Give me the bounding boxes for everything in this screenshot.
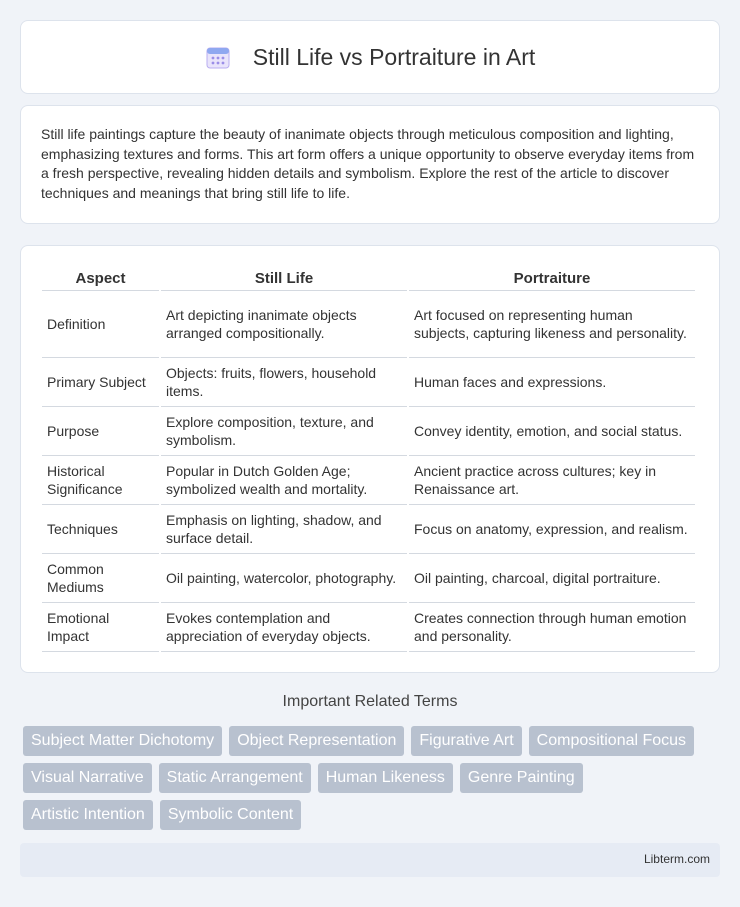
intro-text: Still life paintings capture the beauty of inanimate objects through meticulous composition and lighting, emphasizing textures and forms. This art form offers a unique opportunity to observe everyday items from a fresh perspective, revealing hidden details and symbolism. Explore the rest of the article to discover techniques and meanings that bring still life to life. — [41, 126, 695, 201]
table-cell: Oil painting, watercolor, photography. — [161, 554, 407, 603]
table-row — [42, 456, 695, 505]
table-cell: Common Mediums — [42, 554, 159, 603]
table-row — [42, 603, 695, 652]
tag-visual-narrative[interactable]: Visual Narrative — [23, 763, 152, 793]
page-title: Still Life vs Portraiture in Art — [252, 43, 536, 70]
tag-artistic-intention[interactable]: Artistic Intention — [23, 800, 153, 830]
tag-static-arrangement[interactable]: Static Arrangement — [159, 763, 311, 793]
table-cell: Popular in Dutch Golden Age; symbolized wealth and mortality. — [161, 456, 407, 505]
table-row — [42, 554, 695, 603]
table-row — [42, 291, 695, 358]
tag-symbolic-content[interactable]: Symbolic Content — [160, 800, 301, 830]
table-cell: Oil painting, charcoal, digital portraiture. — [409, 554, 695, 603]
related-terms-tags — [23, 726, 723, 837]
table-row — [42, 358, 695, 407]
intro-card — [20, 105, 720, 224]
table-cell: Art focused on representing human subjects, capturing likeness and personality. — [409, 291, 695, 358]
header-card — [20, 20, 720, 94]
footer — [20, 843, 720, 877]
table-cell: Ancient practice across cultures; key in Renaissance art. — [409, 456, 695, 505]
column-header-aspect: Aspect — [42, 266, 159, 291]
calendar-icon — [205, 44, 231, 70]
column-header-still-life: Still Life — [161, 266, 407, 291]
comparison-table-card — [20, 245, 720, 673]
table-cell: Purpose — [42, 407, 159, 456]
tag-genre-painting[interactable]: Genre Painting — [460, 763, 583, 793]
table-cell: Emphasis on lighting, shadow, and surface detail. — [161, 505, 407, 554]
tag-object-representation[interactable]: Object Representation — [229, 726, 404, 756]
table-cell: Primary Subject — [42, 358, 159, 407]
tag-compositional-focus[interactable]: Compositional Focus — [529, 726, 694, 756]
table-row — [42, 407, 695, 456]
table-cell: Definition — [42, 291, 159, 358]
column-header-portraiture: Portraiture — [409, 266, 695, 291]
table-cell: Historical Significance — [42, 456, 159, 505]
table-cell: Focus on anatomy, expression, and realism. — [409, 505, 695, 554]
tag-subject-matter-dichotomy[interactable]: Subject Matter Dichotomy — [23, 726, 222, 756]
table-cell: Convey identity, emotion, and social status. — [409, 407, 695, 456]
comparison-table — [40, 266, 697, 652]
table-cell: Explore composition, texture, and symbolism. — [161, 407, 407, 456]
table-row — [42, 505, 695, 554]
footer-site-link[interactable]: Libterm.com — [643, 852, 710, 866]
table-cell: Objects: fruits, flowers, household items. — [161, 358, 407, 407]
table-cell: Techniques — [42, 505, 159, 554]
table-cell: Emotional Impact — [42, 603, 159, 652]
table-cell: Evokes contemplation and appreciation of everyday objects. — [161, 603, 407, 652]
related-terms-title: Important Related Terms — [282, 693, 458, 710]
tag-figurative-art[interactable]: Figurative Art — [411, 726, 521, 756]
table-cell: Human faces and expressions. — [409, 358, 695, 407]
tag-human-likeness[interactable]: Human Likeness — [318, 763, 453, 793]
table-cell: Art depicting inanimate objects arranged compositionally. — [161, 291, 407, 358]
table-cell: Creates connection through human emotion and personality. — [409, 603, 695, 652]
